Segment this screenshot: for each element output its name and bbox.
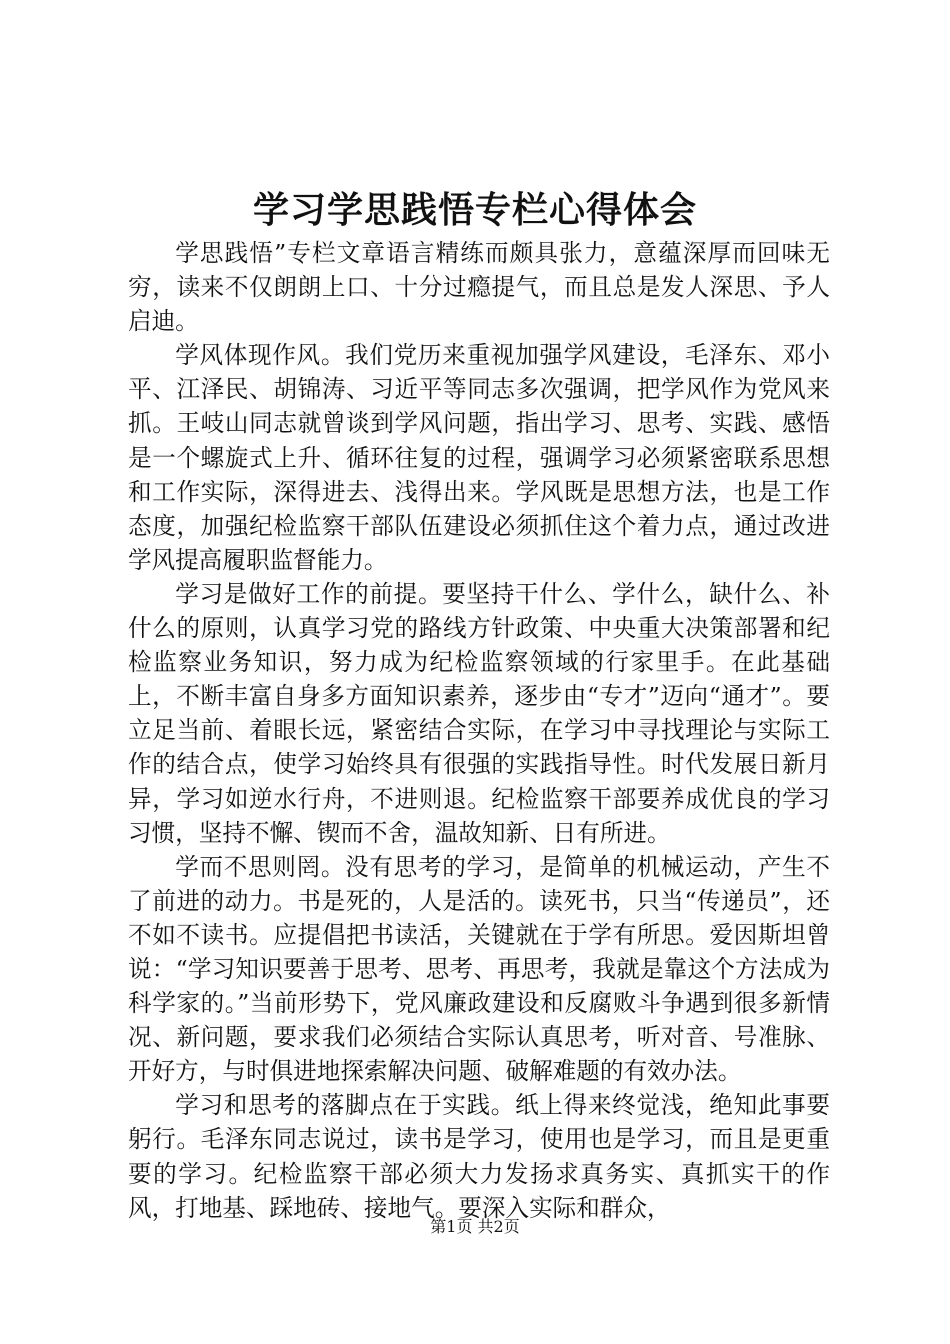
paragraph: 学习和思考的落脚点在于实践。纸上得来终觉浅，绝知此事要躬行。毛泽东同志说过，读书是学习，使用也是学习，而且是更重要的学习。纪检监察干部必须大力发扬求真务实、真抓实干的作风，打地基、踩地砖、接地气。要深入实际和群众， bbox=[128, 1091, 830, 1222]
paragraph: 学风体现作风。我们党历来重视加强学风建设，毛泽东、邓小平、江泽民、胡锦涛、习近平等同志多次强调，把学风作为党风来抓。王岐山同志就曾谈到学风问题，指出学习、思考、实践、感悟是一个螺旋式上升、循环往复的过程，强调学习必须紧密联系思想和工作实际，深得进去、浅得出来。学风既是思想方法，也是工作态度，加强纪检监察干部队伍建设必须抓住这个着力点，通过改进学风提高履职监督能力。 bbox=[128, 341, 830, 574]
paragraph: 学思践悟”专栏文章语言精练而颇具张力，意蕴深厚而回味无穷，读来不仅朗朗上口、十分过瘾提气，而且总是发人深思、予人启迪。 bbox=[128, 239, 830, 336]
paragraph: 学习是做好工作的前提。要坚持干什么、学什么，缺什么、补什么的原则，认真学习党的路线方针政策、中央重大决策部署和纪检监察业务知识，努力成为纪检监察领域的行家里手。在此基础上，不断丰富自身多方面知识素养，逐步由“专才”迈向“通才”。要立足当前、着眼长远，紧密结合实际，在学习中寻找理论与实际工作的结合点，使学习始终具有很强的实践指导性。时代发展日新月异，学习如逆水行舟，不进则退。纪检监察干部要养成优良的学习习惯，坚持不懈、锲而不舍，温故知新、日有所进。 bbox=[128, 579, 830, 847]
paragraph: 学而不思则罔。没有思考的学习，是简单的机械运动，产生不了前进的动力。书是死的，人是活的。读死书，只当“传递员”，还不如不读书。应提倡把书读活，关键就在于学有所思。爱因斯坦曾说：“学习知识要善于思考、思考、再思考，我就是靠这个方法成为科学家的。”当前形势下，党风廉政建设和反腐败斗争遇到很多新情况、新问题，要求我们必须结合实际认真思考，听对音、号准脉、开好方，与时俱进地探索解决问题、破解难题的有效办法。 bbox=[128, 852, 830, 1086]
page-number-footer: 第1页 共2页 bbox=[430, 1217, 520, 1236]
document-body bbox=[128, 236, 830, 1225]
document-title: 学习学思践悟专栏心得体会 bbox=[252, 189, 697, 231]
